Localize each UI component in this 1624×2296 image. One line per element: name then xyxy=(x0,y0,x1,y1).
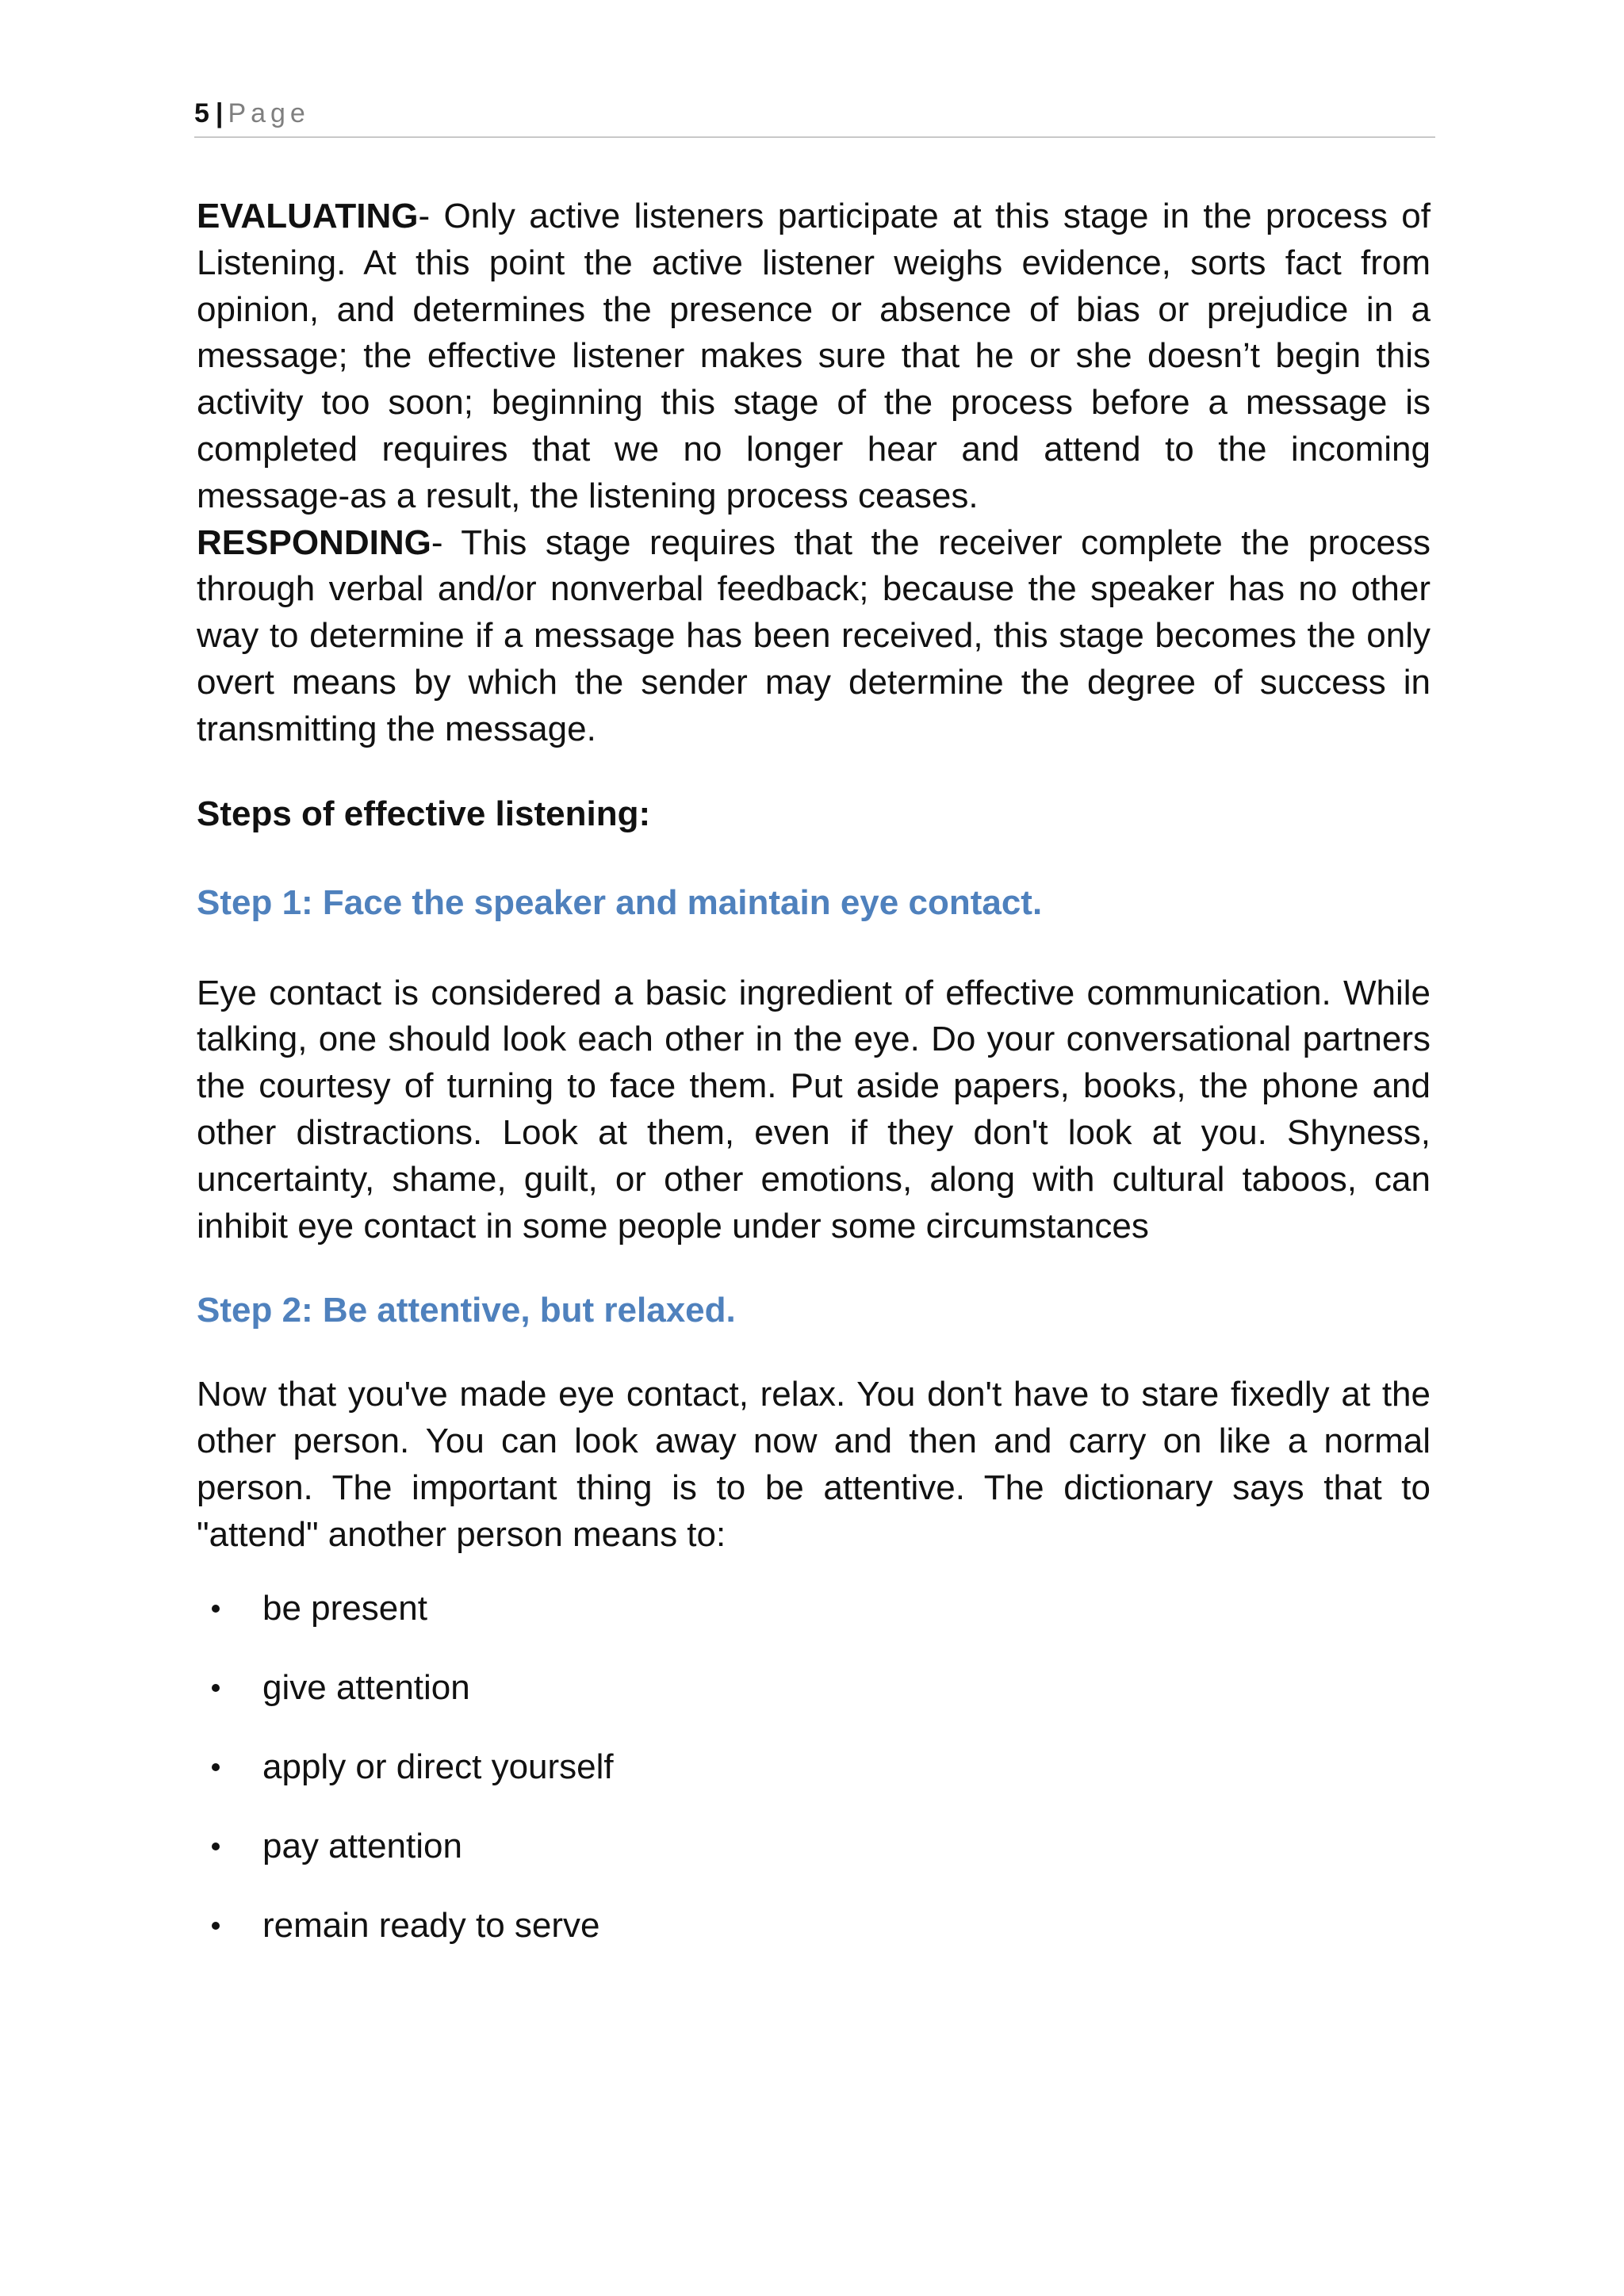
bullet-icon xyxy=(212,1605,220,1613)
responding-paragraph xyxy=(197,520,1431,753)
list-item xyxy=(197,1903,1431,1982)
bullet-icon xyxy=(212,1922,220,1930)
responding-term: RESPONDING xyxy=(197,522,431,562)
list-item-text: apply or direct yourself xyxy=(262,1747,614,1786)
list-item-text: pay attention xyxy=(262,1826,462,1866)
list-item xyxy=(197,1665,1431,1744)
list-item xyxy=(197,1744,1431,1823)
bullet-icon xyxy=(212,1684,220,1692)
attend-bullet-list xyxy=(197,1586,1431,1982)
list-item-text: give attention xyxy=(262,1667,470,1707)
evaluating-text: - Only active listeners participate at this stage in the process of Listening. At this point the active listener weighs evidence, sorts fact from opinion, and determines the presence or absence of bias or prejudice in a message; the effective listener makes sure that he or she doesn’t begin this activity too soon; beginning this stage of the process before a message is completed requires that we no longer hear and attend to the incoming message-as a result, the listening process ceases. xyxy=(197,197,1431,515)
step2-heading: Step 2: Be attentive, but relaxed. xyxy=(197,1291,736,1330)
step1-heading: Step 1: Face the speaker and maintain eye contact. xyxy=(197,882,1043,922)
list-item-text: be present xyxy=(262,1588,427,1628)
bullet-icon xyxy=(212,1763,220,1771)
responding-text: - This stage requires that the receiver complete the process through verbal and/or nonverbal feedback; because the speaker has no other way to determine if a message has been received, this stage becomes the only overt means by which the sender may determine the degree of success in transmitting the message. xyxy=(197,522,1431,748)
page-content xyxy=(197,193,1431,1982)
step1-paragraph: Eye contact is considered a basic ingredient of effective communication. While talking, one should look each other in the eye. Do your conversational partners the courtesy of turning to face them. Put aside papers, books, the phone and other distractions. Look at them, even if they don't look at you. Shyness, uncertainty, shame, guilt, or other emotions, along with cultural taboos, can inhibit eye contact in some people under some circumstances xyxy=(197,973,1431,1246)
page-number: 5 xyxy=(194,98,209,128)
page-label: Page xyxy=(228,98,310,128)
step2-paragraph: Now that you've made eye contact, relax. You don't have to stare fixedly at the other person. You can look away now and then and carry on like a normal person. The important thing is to be attentive. The dictionary says that to "attend" another person means to: xyxy=(197,1375,1431,1554)
list-item xyxy=(197,1823,1431,1903)
evaluating-term: EVALUATING xyxy=(197,197,419,235)
bullet-icon xyxy=(212,1843,220,1850)
header-separator: | xyxy=(215,98,224,128)
page-header xyxy=(194,94,1435,138)
evaluating-paragraph xyxy=(197,193,1431,520)
steps-heading: Steps of effective listening: xyxy=(197,794,651,833)
list-item-text: remain ready to serve xyxy=(262,1905,600,1945)
list-item xyxy=(197,1586,1431,1665)
